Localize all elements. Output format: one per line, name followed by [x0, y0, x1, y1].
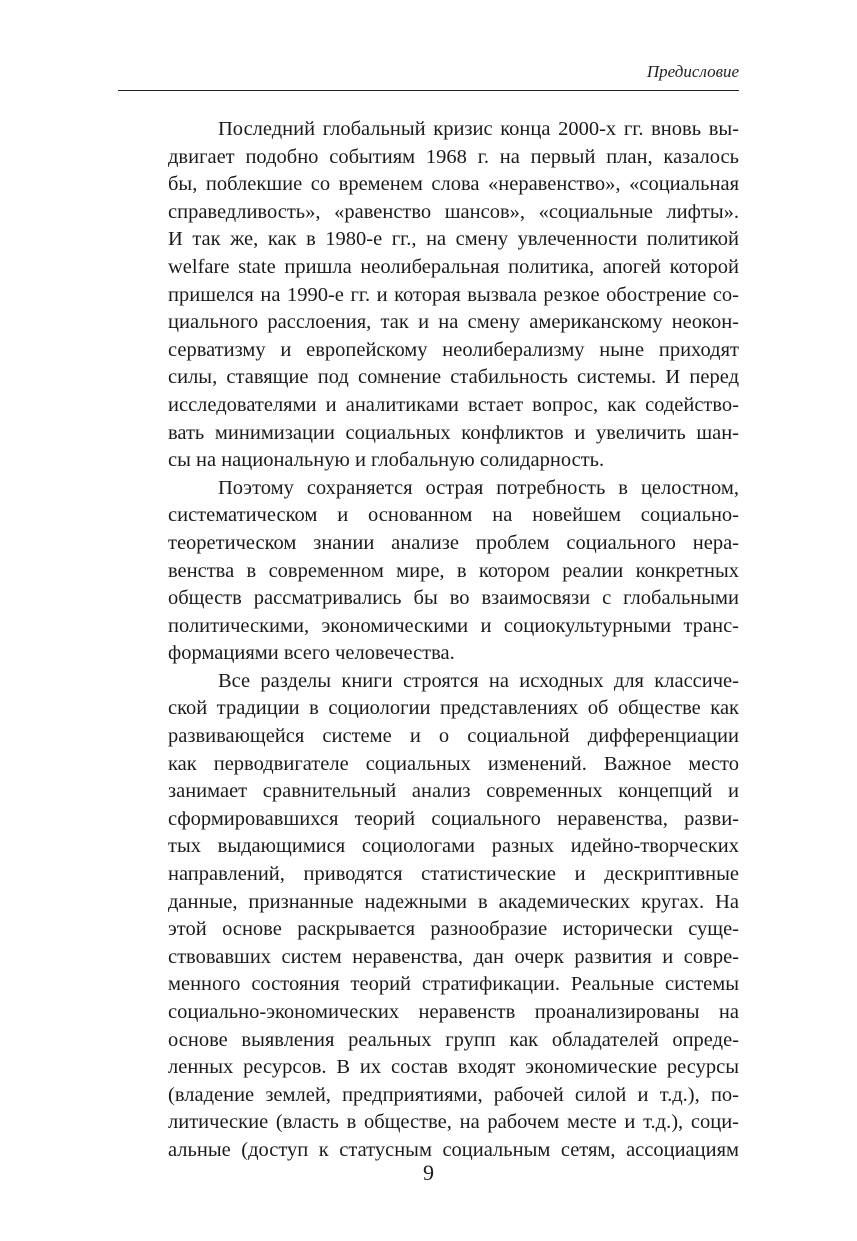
text-line: теоретическом знании анализе проблем социального нера-	[168, 531, 739, 554]
text-line: ствовавших систем неравенства, дан очерк развития и совре-	[168, 945, 739, 968]
text-line: политическими, экономическими и социокультурными транс-	[168, 614, 739, 637]
text-line: И так же, как в 1980-е гг., на смену увлеченности политикой	[168, 228, 739, 251]
text-line: справедливость», «равенство шансов», «социальные лифты».	[168, 200, 739, 223]
text-line: ской традиции в социологии представлениях об обществе как	[168, 697, 739, 720]
text-line: направлений, приводятся статистические и дескриптивные	[168, 863, 739, 886]
text-line: развивающейся системе и о социальной дифференциации	[168, 725, 739, 748]
text-line: Все разделы книги строятся на исходных для классиче-	[218, 669, 739, 692]
text-line: систематическом и основанном на новейшем социально-	[168, 504, 739, 527]
text-line: венства в современном мире, в котором реалии конкретных	[168, 559, 739, 582]
text-line: вать минимизации социальных конфликтов и увеличить шан-	[168, 421, 739, 444]
text-line: бы, поблекшие со временем слова «неравенство», «социальная	[168, 173, 739, 196]
text-line: Поэтому сохраняется острая потребность в целостном,	[218, 476, 739, 499]
text-line: сы на национальную и глобальную солидарность.	[168, 449, 605, 472]
text-line: силы, ставящие под сомнение стабильность системы. И перед	[168, 366, 739, 389]
text-line: основе выявления реальных групп как обладателей опреде-	[168, 1028, 739, 1051]
text-line: welfare state пришла неолиберальная политика, апогей которой	[168, 255, 739, 278]
text-line: циального расслоения, так и на смену американскому неокон-	[168, 311, 739, 334]
text-line: занимает сравнительный анализ современных концепций и	[168, 780, 739, 803]
text-line: обществ рассматривались бы во взаимосвязи с глобальными	[168, 587, 739, 610]
text-line: данные, признанные надежными в академических кругах. На	[168, 890, 739, 913]
text-line: ленных ресурсов. В их состав входят экономические ресурсы	[168, 1056, 739, 1079]
text-line: тых выдающимися социологами разных идейно-творческих	[168, 835, 739, 858]
text-line: (владение землей, предприятиями, рабочей силой и т.д.), по-	[168, 1083, 739, 1106]
text-line: литические (власть в обществе, на рабочем месте и т.д.), соци-	[168, 1111, 739, 1134]
page-number: 9	[423, 1160, 434, 1185]
text-line: как перводвигателе социальных изменений. Важное место	[168, 752, 739, 775]
text-line: этой основе раскрывается разнообразие исторически суще-	[168, 918, 739, 941]
text-line: менного состояния теорий стратификации. Реальные системы	[168, 973, 739, 996]
text-line: пришелся на 1990-е гг. и которая вызвала резкое обострение со-	[168, 283, 739, 306]
text-line: Последний глобальный кризис конца 2000-х гг. вновь вы-	[218, 118, 739, 140]
paragraph-3	[118, 668, 739, 1165]
text-line: формациями всего человечества.	[168, 642, 455, 665]
body-text	[118, 116, 739, 1165]
text-line: двигает подобно событиям 1968 г. на первый план, казалось	[168, 145, 739, 168]
running-head-title: Предисловие	[646, 62, 739, 81]
text-line: альные (доступ к статусным социальным сетям, ассоциациям	[168, 1138, 739, 1161]
text-line: сформировавшихся теорий социального неравенства, разви-	[168, 807, 739, 830]
header-divider	[118, 90, 739, 91]
paragraph-2	[118, 475, 739, 668]
text-line: социально-экономических неравенств проанализированы на	[168, 1001, 739, 1023]
paragraph-1	[118, 116, 739, 475]
text-line: исследователями и аналитиками встает вопрос, как содейство-	[168, 393, 739, 416]
text-line: серватизму и европейскому неолиберализму ныне приходят	[168, 338, 739, 361]
